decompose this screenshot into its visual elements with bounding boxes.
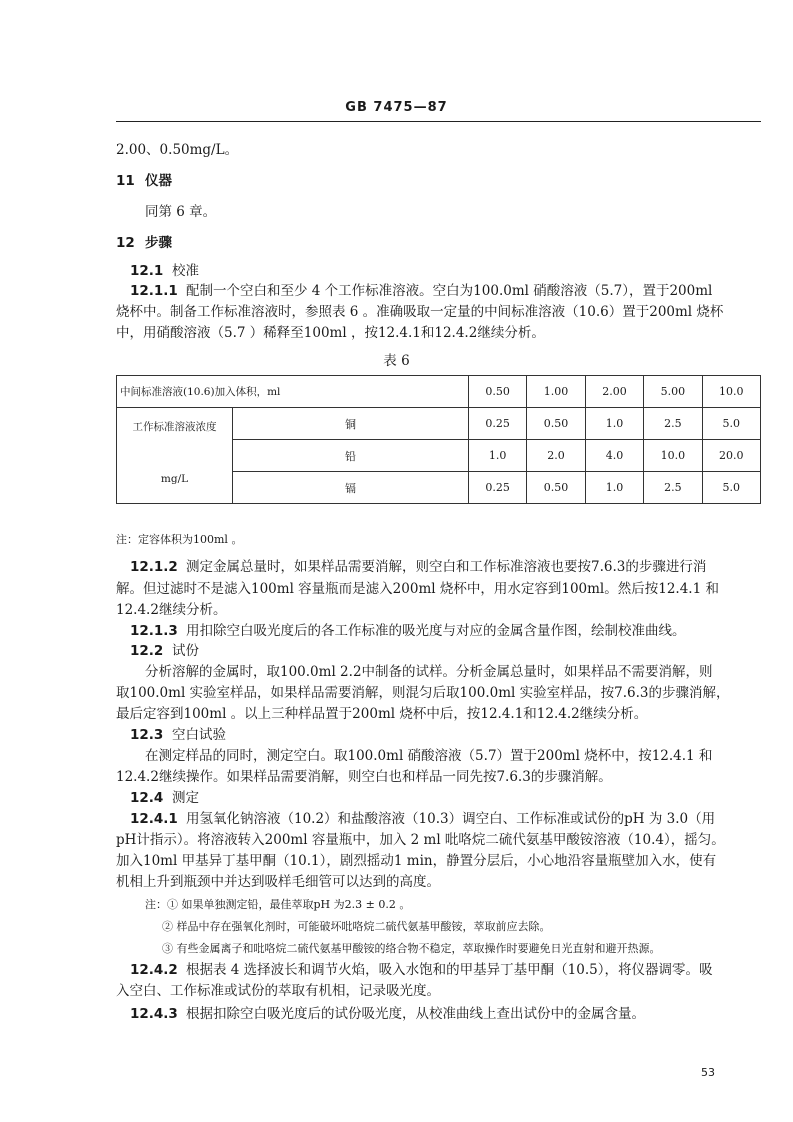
section-number: 12 (116, 235, 135, 251)
table-cell: 1.00 (527, 376, 585, 408)
table-cell: 5.0 (702, 472, 760, 504)
text-line: 同第 6 章。 (145, 204, 217, 220)
text-line: 烧杯中。制备工作标准溶液时，参照表 6 。准确吸取一定量的中间标准溶液（10.6）置于200ml 烧杯 (116, 304, 724, 320)
note-line: 注：① 如果单独测定铅，最佳萃取pH 为2.3 ± 0.2 。 (145, 898, 411, 911)
section-number: 12.4 (130, 790, 164, 806)
table-cell: 2.5 (644, 408, 702, 440)
section-title: 空白试验 (172, 727, 226, 743)
table-cell: 5.00 (644, 376, 702, 408)
section-number: 12.1.1 (130, 283, 178, 299)
text-line: 用扣除空白吸光度后的各工作标准的吸光度与对应的金属含量作图，绘制校准曲线。 (186, 623, 686, 639)
section-number: 12.2 (130, 643, 164, 659)
table-cell: 1.0 (585, 472, 643, 504)
table-cell: 10.0 (702, 376, 760, 408)
table-cell: 4.0 (585, 440, 643, 472)
conc-unit: mg/L (160, 472, 189, 485)
section-title: 试份 (172, 643, 199, 659)
table-cell: 2.0 (527, 440, 585, 472)
text-line: 中，用硝酸溶液（5.7 ）稀释至100ml ，按12.4.1和12.4.2继续分析。 (116, 325, 545, 341)
section-number: 12.4.1 (130, 811, 178, 827)
table-row (117, 408, 761, 440)
section-number: 12.1.3 (130, 623, 178, 639)
header-rule (116, 121, 761, 122)
text-line: 配制一个空白和至少 4 个工作标准溶液。空白为100.0ml 硝酸溶液（5.7），置于200ml (186, 283, 713, 299)
table-cell: 0.50 (527, 408, 585, 440)
conc-label-cell (117, 408, 233, 504)
text-line: pH计指示）。将溶液转入200ml 容量瓶中，加入 2 ml 吡咯烷二硫代氨基甲酸铵溶液（10.4），摇匀。 (116, 832, 725, 848)
table-cell: 0.25 (468, 472, 526, 504)
section-number: 12.4.3 (130, 1006, 178, 1022)
text-line: 12.4.2继续操作。如果样品需要消解，则空白也和样品一同先按7.6.3的步骤消解。 (116, 769, 612, 785)
table-note: 注：定容体积为100ml 。 (116, 533, 243, 546)
table-row-label: 中间标准溶液(10.6)加入体积，ml (117, 376, 469, 408)
text-line: 机相上升到瓶颈中并达到吸样毛细管可以达到的高度。 (116, 874, 440, 890)
section-number: 12.3 (130, 727, 164, 743)
table-cell: 1.0 (585, 408, 643, 440)
table-cell: 0.25 (468, 408, 526, 440)
table-cell: 20.0 (702, 440, 760, 472)
metal-name: 铜 (233, 408, 469, 440)
text-line: 根据扣除空白吸光度后的试份吸光度，从校准曲线上查出试份中的金属含量。 (186, 1006, 645, 1022)
table-cell: 5.0 (702, 408, 760, 440)
text-line: 用氢氧化钠溶液（10.2）和盐酸溶液（10.3）调空白、工作标准或试份的pH 为 3.0（用 (186, 811, 716, 827)
text-line: 测定金属总量时，如果样品需要消解，则空白和工作标准溶液也要按7.6.3的步骤进行消 (186, 559, 707, 575)
text-line: 分析溶解的金属时，取100.0ml 2.2中制备的试样。分析金属总量时，如果样品不需要消解，则 (145, 664, 713, 680)
table-row (117, 376, 761, 408)
table-cell: 1.0 (468, 440, 526, 472)
text-line: 入空白、工作标准或试份的萃取有机相，记录吸光度。 (116, 983, 440, 999)
text-line: 解。但过滤时不是滤入100ml 容量瓶而是滤入200ml 烧杯中，用水定容到100ml。然后按12.4.1 和 (116, 581, 719, 597)
table-caption: 表 6 (383, 353, 410, 369)
table-cell: 2.00 (585, 376, 643, 408)
page-number: 53 (701, 1066, 715, 1079)
section-number: 12.1 (130, 263, 164, 279)
section-title: 校准 (172, 263, 199, 279)
conc-label: 工作标准溶液浓度 (132, 420, 217, 433)
table-cell: 10.0 (644, 440, 702, 472)
section-number: 12.1.2 (130, 559, 178, 575)
text-line: 加入10ml 甲基异丁基甲酮（10.1），剧烈摇动1 min，静置分层后，小心地沿容量瓶壁加入水，使有 (116, 853, 717, 869)
text-line: 最后定容到100ml 。以上三种样品置于200ml 烧杯中后，按12.4.1和12.4.2继续分析。 (116, 706, 648, 722)
section-number: 12.4.2 (130, 962, 178, 978)
table-cell: 0.50 (468, 376, 526, 408)
table-cell: 0.50 (527, 472, 585, 504)
text-line: 取100.0ml 实验室样品，如果样品需要消解，则混匀后取100.0ml 实验室样品，按7.6.3的步骤消解， (116, 685, 730, 701)
section-title: 步骤 (145, 235, 172, 251)
text-line: 根据表 4 选择波长和调节火焰，吸入水饱和的甲基异丁基甲酮（10.5），将仪器调零。吸 (186, 962, 713, 978)
section-number: 11 (116, 173, 135, 189)
metal-name: 镉 (233, 472, 469, 504)
metal-name: 铅 (233, 440, 469, 472)
text-line: 2.00、0.50mg/L。 (116, 142, 239, 158)
section-title: 测定 (172, 790, 199, 806)
table-6 (116, 375, 761, 504)
note-line: ② 样品中存在强氧化剂时，可能破坏吡咯烷二硫代氨基甲酸铵，萃取前应去除。 (162, 920, 551, 933)
note-line: ③ 有些金属离子和吡咯烷二硫代氨基甲酸铵的络合物不稳定，萃取操作时要避免日光直射和避开热源。 (162, 942, 661, 955)
text-line: 12.4.2继续分析。 (116, 602, 227, 618)
section-title: 仪器 (145, 173, 172, 189)
running-header: GB 7475—87 (345, 100, 448, 115)
text-line: 在测定样品的同时，测定空白。取100.0ml 硝酸溶液（5.7）置于200ml 烧杯中，按12.4.1 和 (145, 748, 713, 764)
table-cell: 2.5 (644, 472, 702, 504)
